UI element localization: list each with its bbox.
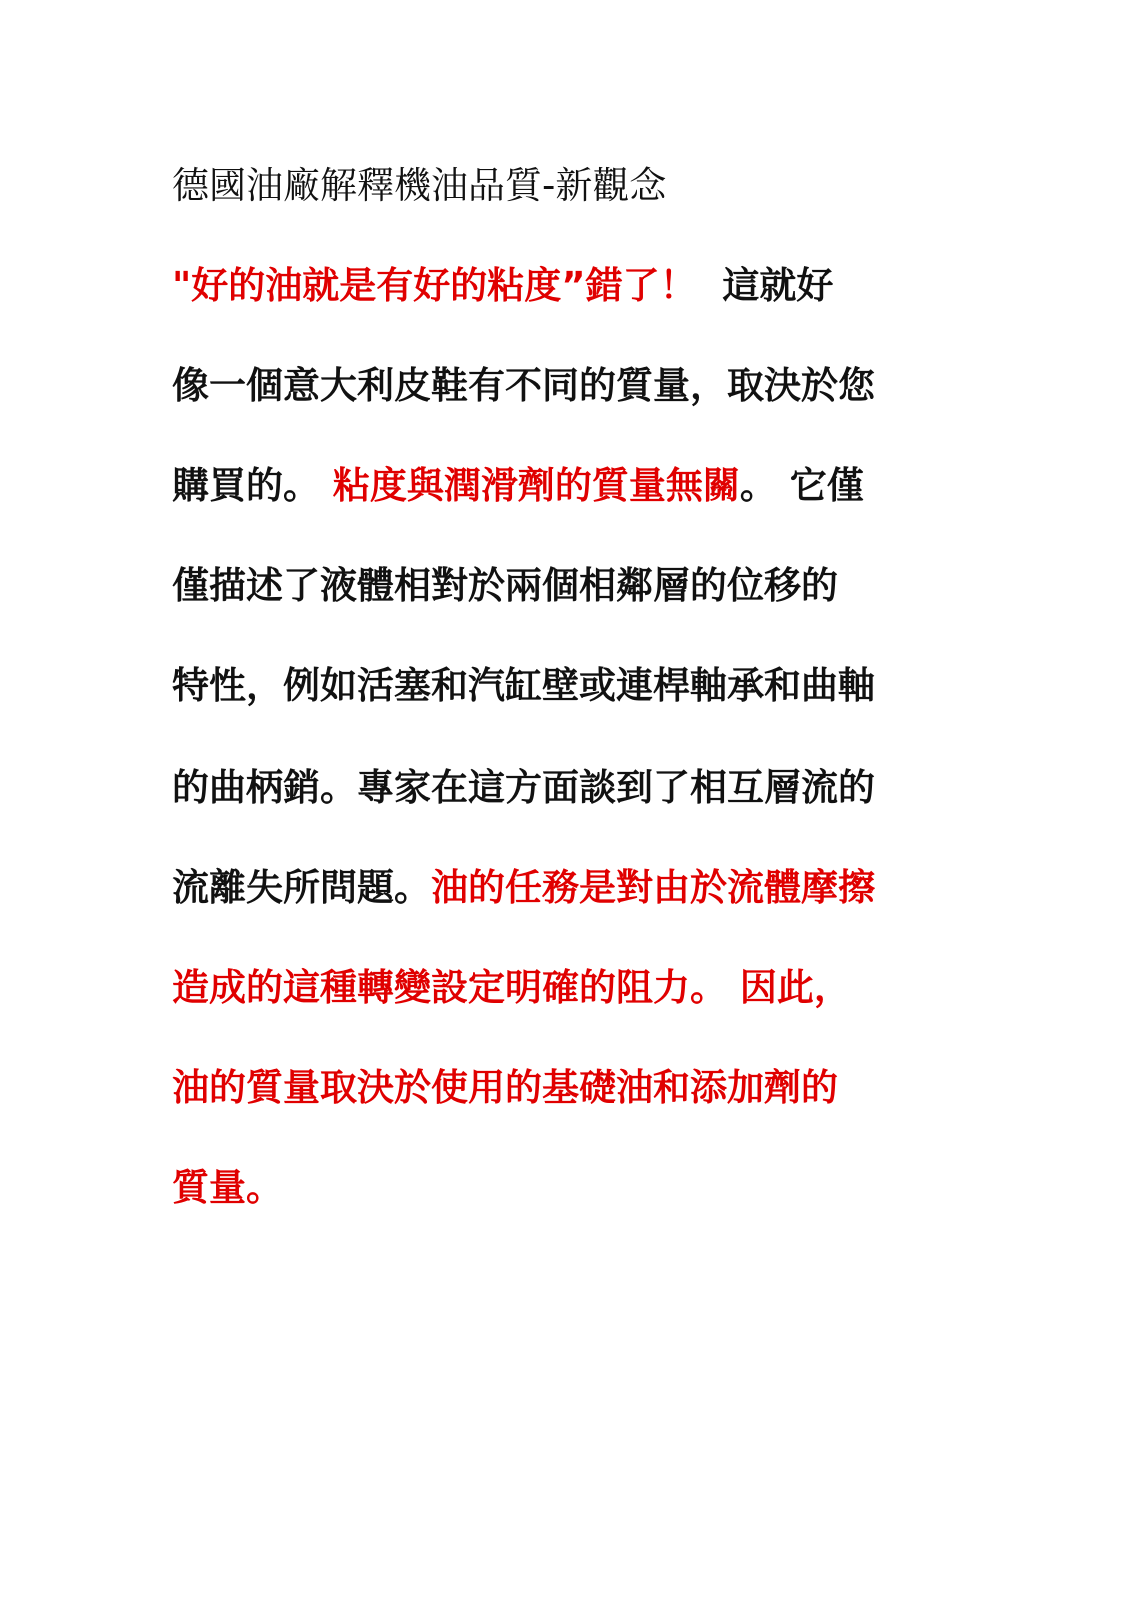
highlight-text: 油的任務是對由於流體摩擦 <box>431 866 875 909</box>
body-text: 。 它僅 <box>739 464 864 507</box>
highlight-text: 質量。 <box>172 1166 283 1209</box>
paragraph-line-8 <box>172 964 851 1012</box>
highlight-text: "好的油就是有好的粘度”錯了！ <box>172 264 697 307</box>
body-text: 特性，例如活塞和汽缸壁或連桿軸承和曲軸 <box>172 664 875 707</box>
paragraph-line-5 <box>172 662 875 710</box>
highlight-text: 油的質量取決於使用的基礎油和添加劑的 <box>172 1066 838 1109</box>
paragraph-line-7 <box>172 864 875 912</box>
body-text: 的曲柄銷。專家在這方面談到了相互層流的 <box>172 766 875 809</box>
paragraph-line-6 <box>172 764 875 812</box>
highlight-text: 粘度與潤滑劑的質量無關 <box>332 464 740 507</box>
paragraph-line-9 <box>172 1064 838 1112</box>
body-text: 購買的。 <box>172 464 333 507</box>
paragraph-line-3 <box>172 462 864 510</box>
paragraph-line-2 <box>172 362 875 410</box>
body-text: 僅描述了液體相對於兩個相鄰層的位移的 <box>172 564 838 607</box>
paragraph-line-4 <box>172 562 838 610</box>
highlight-text: 造成的這種轉變設定明確的阻力。 因此， <box>172 966 851 1009</box>
body-text: 這就好 <box>696 264 834 307</box>
paragraph-line-10 <box>172 1164 283 1212</box>
body-text: 像一個意大利皮鞋有不同的質量，取決於您 <box>172 364 875 407</box>
body-text: 流離失所問題。 <box>172 866 431 909</box>
document-title: 德國油廠解釋機油品質-新觀念 <box>172 164 667 207</box>
paragraph-line-1 <box>172 262 833 310</box>
